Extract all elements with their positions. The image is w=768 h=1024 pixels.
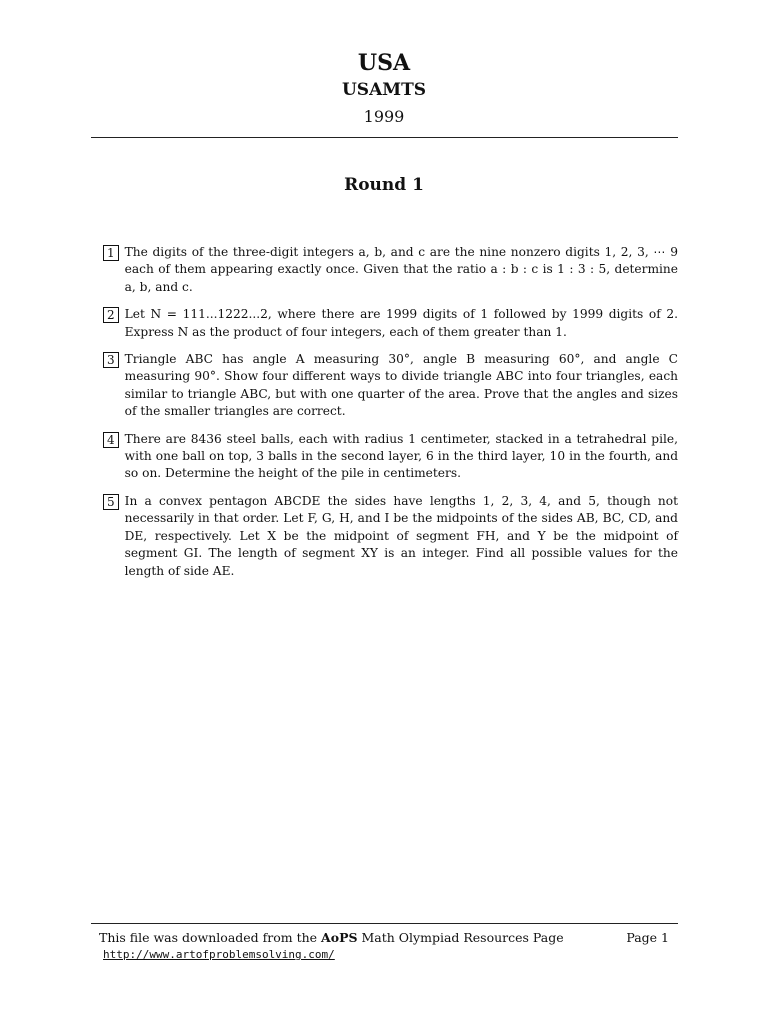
problem-list bbox=[103, 244, 678, 590]
problem-number-box: 2 bbox=[103, 307, 119, 323]
problem-text: Triangle ABC has angle A measuring 30°, angle B measuring 60°, and angle C measuring 90°. Show four different ways to divide triangle ABC into four triangles, each similar to triangle ABC, but with one quarter of the area. Prove that the angles and sizes of the smaller triangles are correct. bbox=[124, 352, 678, 419]
problem-text: Let N = 111...1222...2, where there are 1999 digits of 1 followed by 1999 digits of 2. Express N as the product of four integers, each of them greater than 1. bbox=[124, 307, 678, 339]
round-title: Round 1 bbox=[344, 175, 424, 195]
footer-text-before: This file was downloaded from the bbox=[99, 930, 322, 945]
document-header bbox=[0, 50, 768, 128]
problem-text: In a convex pentagon ABCDE the sides have lengths 1, 2, 3, 4, and 5, though not necessarily in that order. Let F, G, H, and I be the midpoints of the sides AB, BC, CD, and DE, respectively. Let X be the midpoint of segment FH, and Y be the midpoint of segment GI. The length of segment XY is an integer. Find all possible values for the length of side AE. bbox=[124, 493, 678, 578]
problem-5 bbox=[103, 493, 678, 580]
problem-text: The digits of the three-digit integers a, b, and c are the nine nonzero digits 1, 2, 3, ⋯ 9 each of them appearing exactly once. Given that the ratio a : b : c is 1 : 3 : 5, determine a, b, and c. bbox=[124, 245, 678, 294]
problem-2 bbox=[103, 306, 678, 341]
problem-1 bbox=[103, 244, 678, 296]
footer-brand: AoPS bbox=[321, 930, 358, 945]
problem-number-box: 4 bbox=[103, 432, 119, 448]
header-divider bbox=[91, 137, 678, 138]
footer-credit bbox=[99, 929, 564, 947]
year-label: 1999 bbox=[363, 107, 405, 126]
footer-text-after: Math Olympiad Resources Page bbox=[357, 930, 564, 945]
problem-4 bbox=[103, 431, 678, 483]
contest-title: USAMTS bbox=[341, 80, 427, 100]
page-number: Page 1 bbox=[626, 930, 669, 945]
problem-number-box: 3 bbox=[103, 352, 119, 368]
problem-number-box: 1 bbox=[103, 245, 119, 261]
problem-3 bbox=[103, 351, 678, 421]
footer-divider bbox=[91, 923, 678, 924]
country-title: USA bbox=[357, 50, 411, 76]
footer-url-link[interactable]: http://www.artofproblemsolving.com/ bbox=[103, 948, 335, 961]
problem-text: There are 8436 steel balls, each with radius 1 centimeter, stacked in a tetrahedral pile, with one ball on top, 3 balls in the second layer, 6 in the third layer, 10 in the fourth, and so on. Determine the height of the pile in centimeters. bbox=[124, 431, 678, 481]
problem-number-box: 5 bbox=[103, 494, 119, 510]
